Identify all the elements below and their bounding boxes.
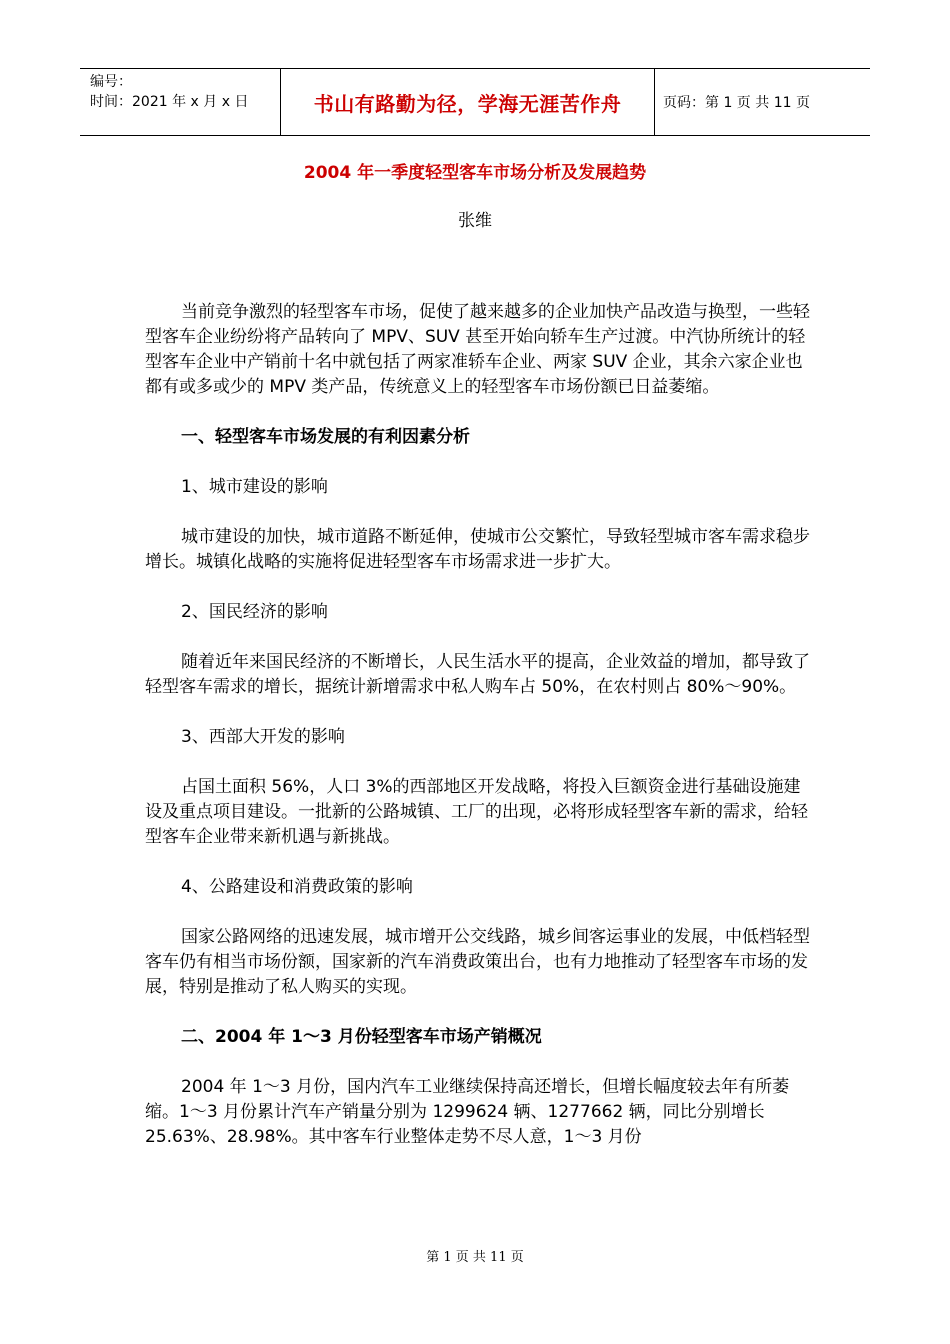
paragraph-1-4: 国家公路网络的迅速发展，城市增开公交线路，城乡间客运事业的发展，中低档轻型客车仍有相当市场份额，国家新的汽车消费政策出台，也有力地推动了轻型客车市场的发展，特别是推动了私人购买的实现。 xyxy=(145,927,810,997)
page-footer: 第 1 页 共 11 页 xyxy=(426,1250,524,1265)
section-heading-2: 二、2004 年 1～3 月份轻型客车市场产销概况 xyxy=(181,1027,542,1047)
header-meta-cell xyxy=(80,69,281,135)
section-heading-1: 一、轻型客车市场发展的有利因素分析 xyxy=(181,427,470,447)
header-page-cell xyxy=(655,69,870,135)
code-label: 编号： xyxy=(90,74,132,90)
subsection-heading-1-4: 4、公路建设和消费政策的影响 xyxy=(181,877,413,897)
header-motto-cell xyxy=(281,69,655,135)
page-info: 页码：第 1 页 共 11 页 xyxy=(663,95,810,111)
paragraph-1-2: 随着近年来国民经济的不断增长，人民生活水平的提高，企业效益的增加，都导致了轻型客车需求的增长，据统计新增需求中私人购车占 50%，在农村则占 80%～90%。 xyxy=(145,652,810,697)
motto-text: 书山有路勤为径，学海无涯苦作舟 xyxy=(313,91,622,116)
subsection-heading-1-1: 1、城市建设的影响 xyxy=(181,477,328,497)
subsection-heading-1-2: 2、国民经济的影响 xyxy=(181,602,328,622)
subsection-heading-1-3: 3、西部大开发的影响 xyxy=(181,727,345,747)
document-title: 2004 年一季度轻型客车市场分析及发展趋势 xyxy=(303,163,647,183)
document-author: 张维 xyxy=(458,211,492,231)
paragraph-2: 2004 年 1～3 月份，国内汽车工业继续保持高还增长，但增长幅度较去年有所萎缩。1～3 月份累计汽车产销量分别为 1299624 辆、1277662 辆，同比分别增长 25.63%、28.98%。其中客车行业整体走势不尽人意，1～3 月份 xyxy=(145,1077,790,1147)
intro-paragraph: 当前竞争激烈的轻型客车市场，促使了越来越多的企业加快产品改造与换型，一些轻型客车企业纷纷将产品转向了 MPV、SUV 甚至开始向轿车生产过渡。中汽协所统计的轻型客车企业中产销前十名中就包括了两家准轿车企业、两家 SUV 企业，其余六家企业也都有或多或少的 MPV 类产品，传统意义上的轻型客车市场份额已日益萎缩。 xyxy=(145,302,810,397)
header-table xyxy=(80,68,870,136)
document-body xyxy=(145,300,815,1150)
paragraph-1-1: 城市建设的加快，城市道路不断延伸，使城市公交繁忙，导致轻型城市客车需求稳步增长。城镇化战略的实施将促进轻型客车市场需求进一步扩大。 xyxy=(145,527,810,572)
date-label: 时间：2021 年 x 月 x 日 xyxy=(90,94,249,110)
paragraph-1-3: 占国土面积 56%，人口 3%的西部地区开发战略，将投入巨额资金进行基础设施建设及重点项目建设。一批新的公路城镇、工厂的出现，必将形成轻型客车新的需求，给轻型客车企业带来新机遇与新挑战。 xyxy=(145,777,808,847)
